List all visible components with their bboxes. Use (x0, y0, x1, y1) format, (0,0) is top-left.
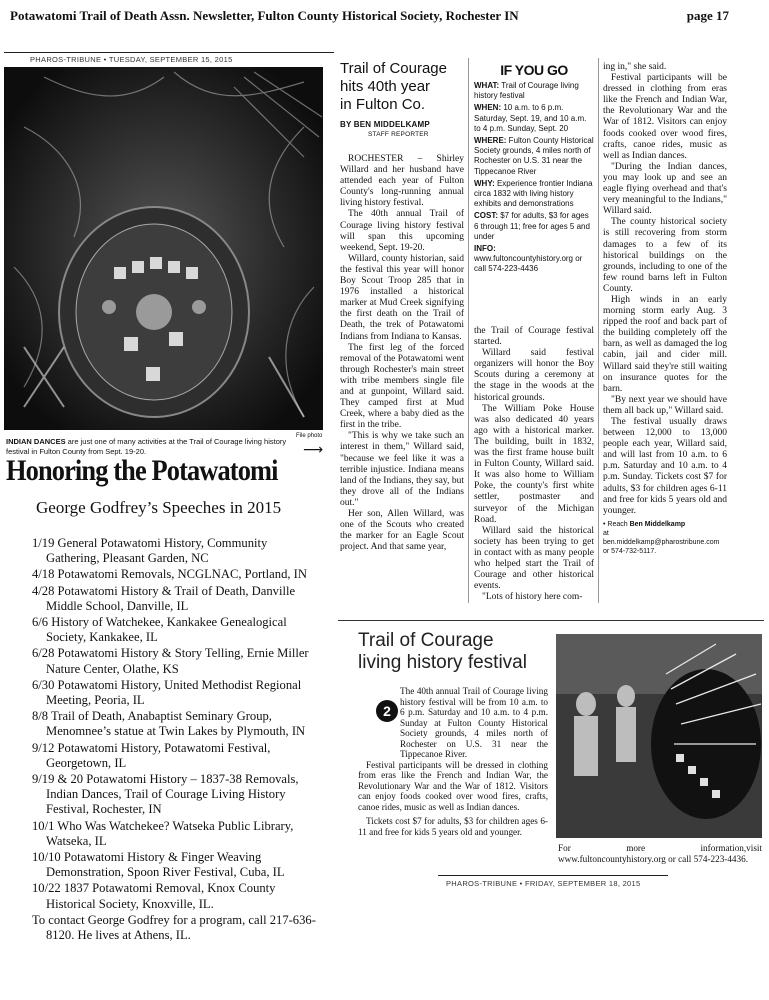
caption-bold: INDIAN DANCES (6, 437, 66, 446)
speech-item: 9/12 Potawatomi History, Potawatomi Festival, Georgetown, IL (32, 740, 271, 770)
speech-item: 4/18 Potawatomi Removals, NCGLNAC, Portland, IN (32, 567, 307, 582)
info-value: Fulton County Historical Society grounds, 4 miles north of Rochester on U.S. 31 near the Tippecanoe River (474, 136, 594, 176)
info-value: Trail of Courage living history festival (474, 81, 579, 101)
info-value: Experience frontier Indiana circa 1832 with living history exhibits and demonstrations (474, 178, 593, 209)
speech-contact: To contact George Godfrey for a program, call 217-636-8120. He lives at Athens, IL. (32, 912, 316, 943)
number-badge: 2 (376, 700, 398, 722)
paragraph: Festival participants will be dressed in clothing from eras like the French and Indian War, the Revolutionary War and the War of 1812. Visitors can enjoy foods cooked over wood fires, crafts, canoe rides, music as well as Indian dances. (358, 759, 548, 812)
paragraph: "During the Indian dances, you may look up and see an eagle flying overhead and that's very meaningful to the Indians," Willard said. (603, 161, 727, 217)
article-column-1 (340, 154, 464, 553)
info-value: $7 for adults, $3 for ages 6 through 11; free for ages 5 and under (474, 211, 590, 241)
paragraph: ROCHESTER – Shirley Willard and her husband have attended each year of Fulton County's long-running annual living history festival. (340, 154, 464, 209)
speech-item: 6/28 Potawatomi History & Story Telling, Ernie Miller Nature Center, Olathe, KS (32, 646, 309, 676)
indian-dances-photo (4, 67, 323, 430)
newsletter-header: Potawatomi Trail of Death Assn. Newsletter, Fulton County Historical Society, Rochester IN (10, 8, 519, 23)
info-row (474, 103, 594, 134)
festival-photo (556, 634, 762, 838)
speech-item: 6/6 History of Watchekee, Kankakee Genealogical Society, Kankakee, IL (32, 615, 287, 645)
headline-line: Trail of Courage (340, 60, 447, 77)
if-you-go-box (474, 62, 594, 277)
article-column-2 (474, 326, 594, 603)
info-row (474, 136, 594, 177)
clip2-title-line: living history festival (358, 652, 527, 673)
page-number: page 17 (686, 8, 729, 23)
clip1-dateline: PHAROS-TRIBUNE • TUESDAY, SEPTEMBER 15, 2015 (30, 55, 233, 64)
headline-line: hits 40th year (340, 78, 431, 95)
paragraph: "This is why we take such an interest in them," Willard said, "because we feel like it was a terrible injustice. Indiana means land of the Indians, they say, but they drove all of the Indians out." (340, 431, 464, 508)
article-headline (340, 60, 470, 114)
speech-item: 10/10 Potawatomi History & Finger Weaving Demonstration, Spoon River Festival, Cuba, IL (32, 850, 285, 880)
speech-item: 10/22 1837 Potawatomi Removal, Knox County Historical Society, Knoxville, IL. (32, 881, 276, 911)
paragraph: ing in," she said. (603, 62, 667, 72)
if-you-go-title: IF YOU GO (500, 62, 568, 78)
speech-item: 10/1 Who Was Watchekee? Watseka Public Library, Watseka, IL (32, 818, 294, 848)
reach-reporter (603, 520, 727, 556)
paragraph: The festival usually draws between 12,000 to 13,000 people each year, Willard said, and will last from 10 a.m. to 6 p.m. Saturday and 10 a.m. to 4 p.m. Sunday. Tickets cost $7 for adults, $3 for children ages 6-11 and free for kids 5 years old and younger. (603, 417, 727, 516)
info-key: WHERE: (474, 136, 507, 146)
arrow-right-icon: ⟶ (303, 442, 324, 458)
column-divider (468, 58, 469, 603)
paragraph: "By next year we should have them all back up," Willard said. (603, 394, 727, 416)
clip2-title-line: Trail of Courage (358, 630, 494, 651)
paragraph: The William Poke House was also dedicated 40 years ago with a historical marker. The building, built in 1832, was the first frame house built in Fulton County, Willard said. It was also home to William Poke, the county's first white settler, postmaster and surveyor of the Michigan Road. (474, 403, 594, 525)
photo-credit: File photo (296, 433, 323, 439)
paragraph: The 40th annual Trail of Courage living history festival will be from 10 a.m. to 6 p.m. Saturday and 10 a.m. to 4 p.m. Sunday at Fulton County Historical Society grounds, 4 miles north of Rochester on U.S. 31 near the Tippecanoe River. (400, 686, 548, 759)
reach-contact: at ben.middelkamp@pharostribune.com or 574-732-5117. (603, 529, 720, 555)
paragraph: Willard, county historian, said the festival this year will honor Boy Scout Troop 285 that in 1976 installed a historical marker at Mud Creek signifying the first death on the Trail of Death, the trek of Potawatomi Indians from Indiana to Kansas. (340, 253, 464, 342)
clip2-dateline: PHAROS-TRIBUNE • FRIDAY, SEPTEMBER 18, 2015 (446, 879, 641, 888)
paragraph: the Trail of Courage festival started. (474, 326, 594, 348)
clip-rule (4, 52, 334, 53)
paragraph: The county historical society is still recovering from storm damages to a few of its historical buildings on the grounds, including to one of the few round barns left in Fulton County. (603, 217, 727, 294)
clip2-info: For more information,visit www.fultoncountyhistory.org or call 574-223-4436. (558, 843, 762, 864)
speech-item: 4/28 Potawatomi History & Trail of Death, Danville Middle School, Danville, IL (32, 583, 296, 613)
speech-item: 1/19 General Potawatomi History, Community Gathering, Pleasant Garden, NC (32, 536, 268, 566)
clip2-article (358, 686, 548, 837)
paragraph: Willard said festival organizers will honor the Boy Scouts during a ceremony at the stage in the woods at the historical grounds. (474, 348, 594, 403)
paragraph: Her son, Allen Willard, was one of the Scouts who created the marker for an Eagle Scout project. And that same year, (340, 509, 464, 553)
info-value: www.fultoncountyhistory.org or call 574-223-4436 (474, 254, 583, 274)
info-key: WHAT: (474, 81, 500, 90)
info-key: COST: (474, 211, 498, 221)
speeches-subtitle: George Godfrey’s Speeches in 2015 (36, 498, 282, 517)
info-key: WHEN: (474, 103, 502, 113)
speeches-list (32, 536, 322, 944)
honoring-title: Honoring the Potawatomi (6, 454, 278, 487)
paragraph: Willard said the historical society has been trying to get in contact with as many people who helped start the Trail of Courage and other historical events. (474, 525, 594, 592)
paragraph: High winds in an early morning storm early Aug. 3 ripped the roof and back part of the building completely off the barn, as well as damaged the log cabin, jail and cider mill. Willard said they're still waiting on insurance quotes for the barn. (603, 294, 727, 394)
speech-item: 8/8 Trail of Death, Anabaptist Seminary Group, Menomnee’s statue at Twin Lakes by Plymouth, IN (32, 709, 306, 739)
article-column-3 (603, 62, 727, 556)
clip2-title (358, 630, 527, 674)
byline: BY BEN MIDDELKAMP (340, 120, 430, 129)
paragraph: The 40th annual Trail of Courage living history festival will span this upcoming weekend, Sept. 19-20. (340, 209, 464, 253)
column-divider (598, 58, 599, 603)
info-key: WHY: (474, 178, 495, 188)
info-key: INFO: (474, 244, 496, 254)
caption-text: are just one of many activities at the Trail of Courage living history festival in Fulton County from Sept. 19-20. (6, 437, 287, 456)
info-row (474, 244, 594, 275)
clip2-bottom-rule (438, 875, 668, 876)
paragraph: The first leg of the forced removal of the Potawatomi went through Rochester's main street with tribe members single file and at gunpoint, Willard said. They camped first at Mud Creek, where a baby died as the first in the tribe. (340, 342, 464, 431)
info-row (474, 179, 594, 210)
info-row (474, 211, 594, 242)
paragraph: Festival participants will be dressed in clothing from eras like the French and Indian War, the Revolutionary War and the War of 1812. Visitors can enjoy foods cooked over wood fires, crafts, canoe rides, music as well as Indian dances. (603, 73, 727, 161)
byline-role: STAFF REPORTER (368, 131, 429, 138)
speech-item: 9/19 & 20 Potawatomi History – 1837-38 Removals, Indian Dances, Trail of Courage Living History Festival, Rochester, IN (32, 772, 299, 817)
paragraph: Tickets cost $7 for adults, $3 for children ages 6-11 and free for kids 5 years old and younger. (358, 816, 548, 837)
speech-item: 6/30 Potawatomi History, United Methodist Regional Meeting, Peoria, IL (32, 677, 302, 708)
reach-name: Ben Middelkamp (629, 520, 686, 528)
info-value: 10 a.m. to 6 p.m. Saturday, Sept. 19, and 10 a.m. to 4 p.m. Sunday, Sept. 20 (474, 103, 587, 133)
info-row (474, 81, 594, 101)
headline-line: in Fulton Co. (340, 96, 426, 113)
reach-label: • Reach (603, 520, 630, 528)
paragraph: "Lots of history here com- (482, 592, 583, 603)
